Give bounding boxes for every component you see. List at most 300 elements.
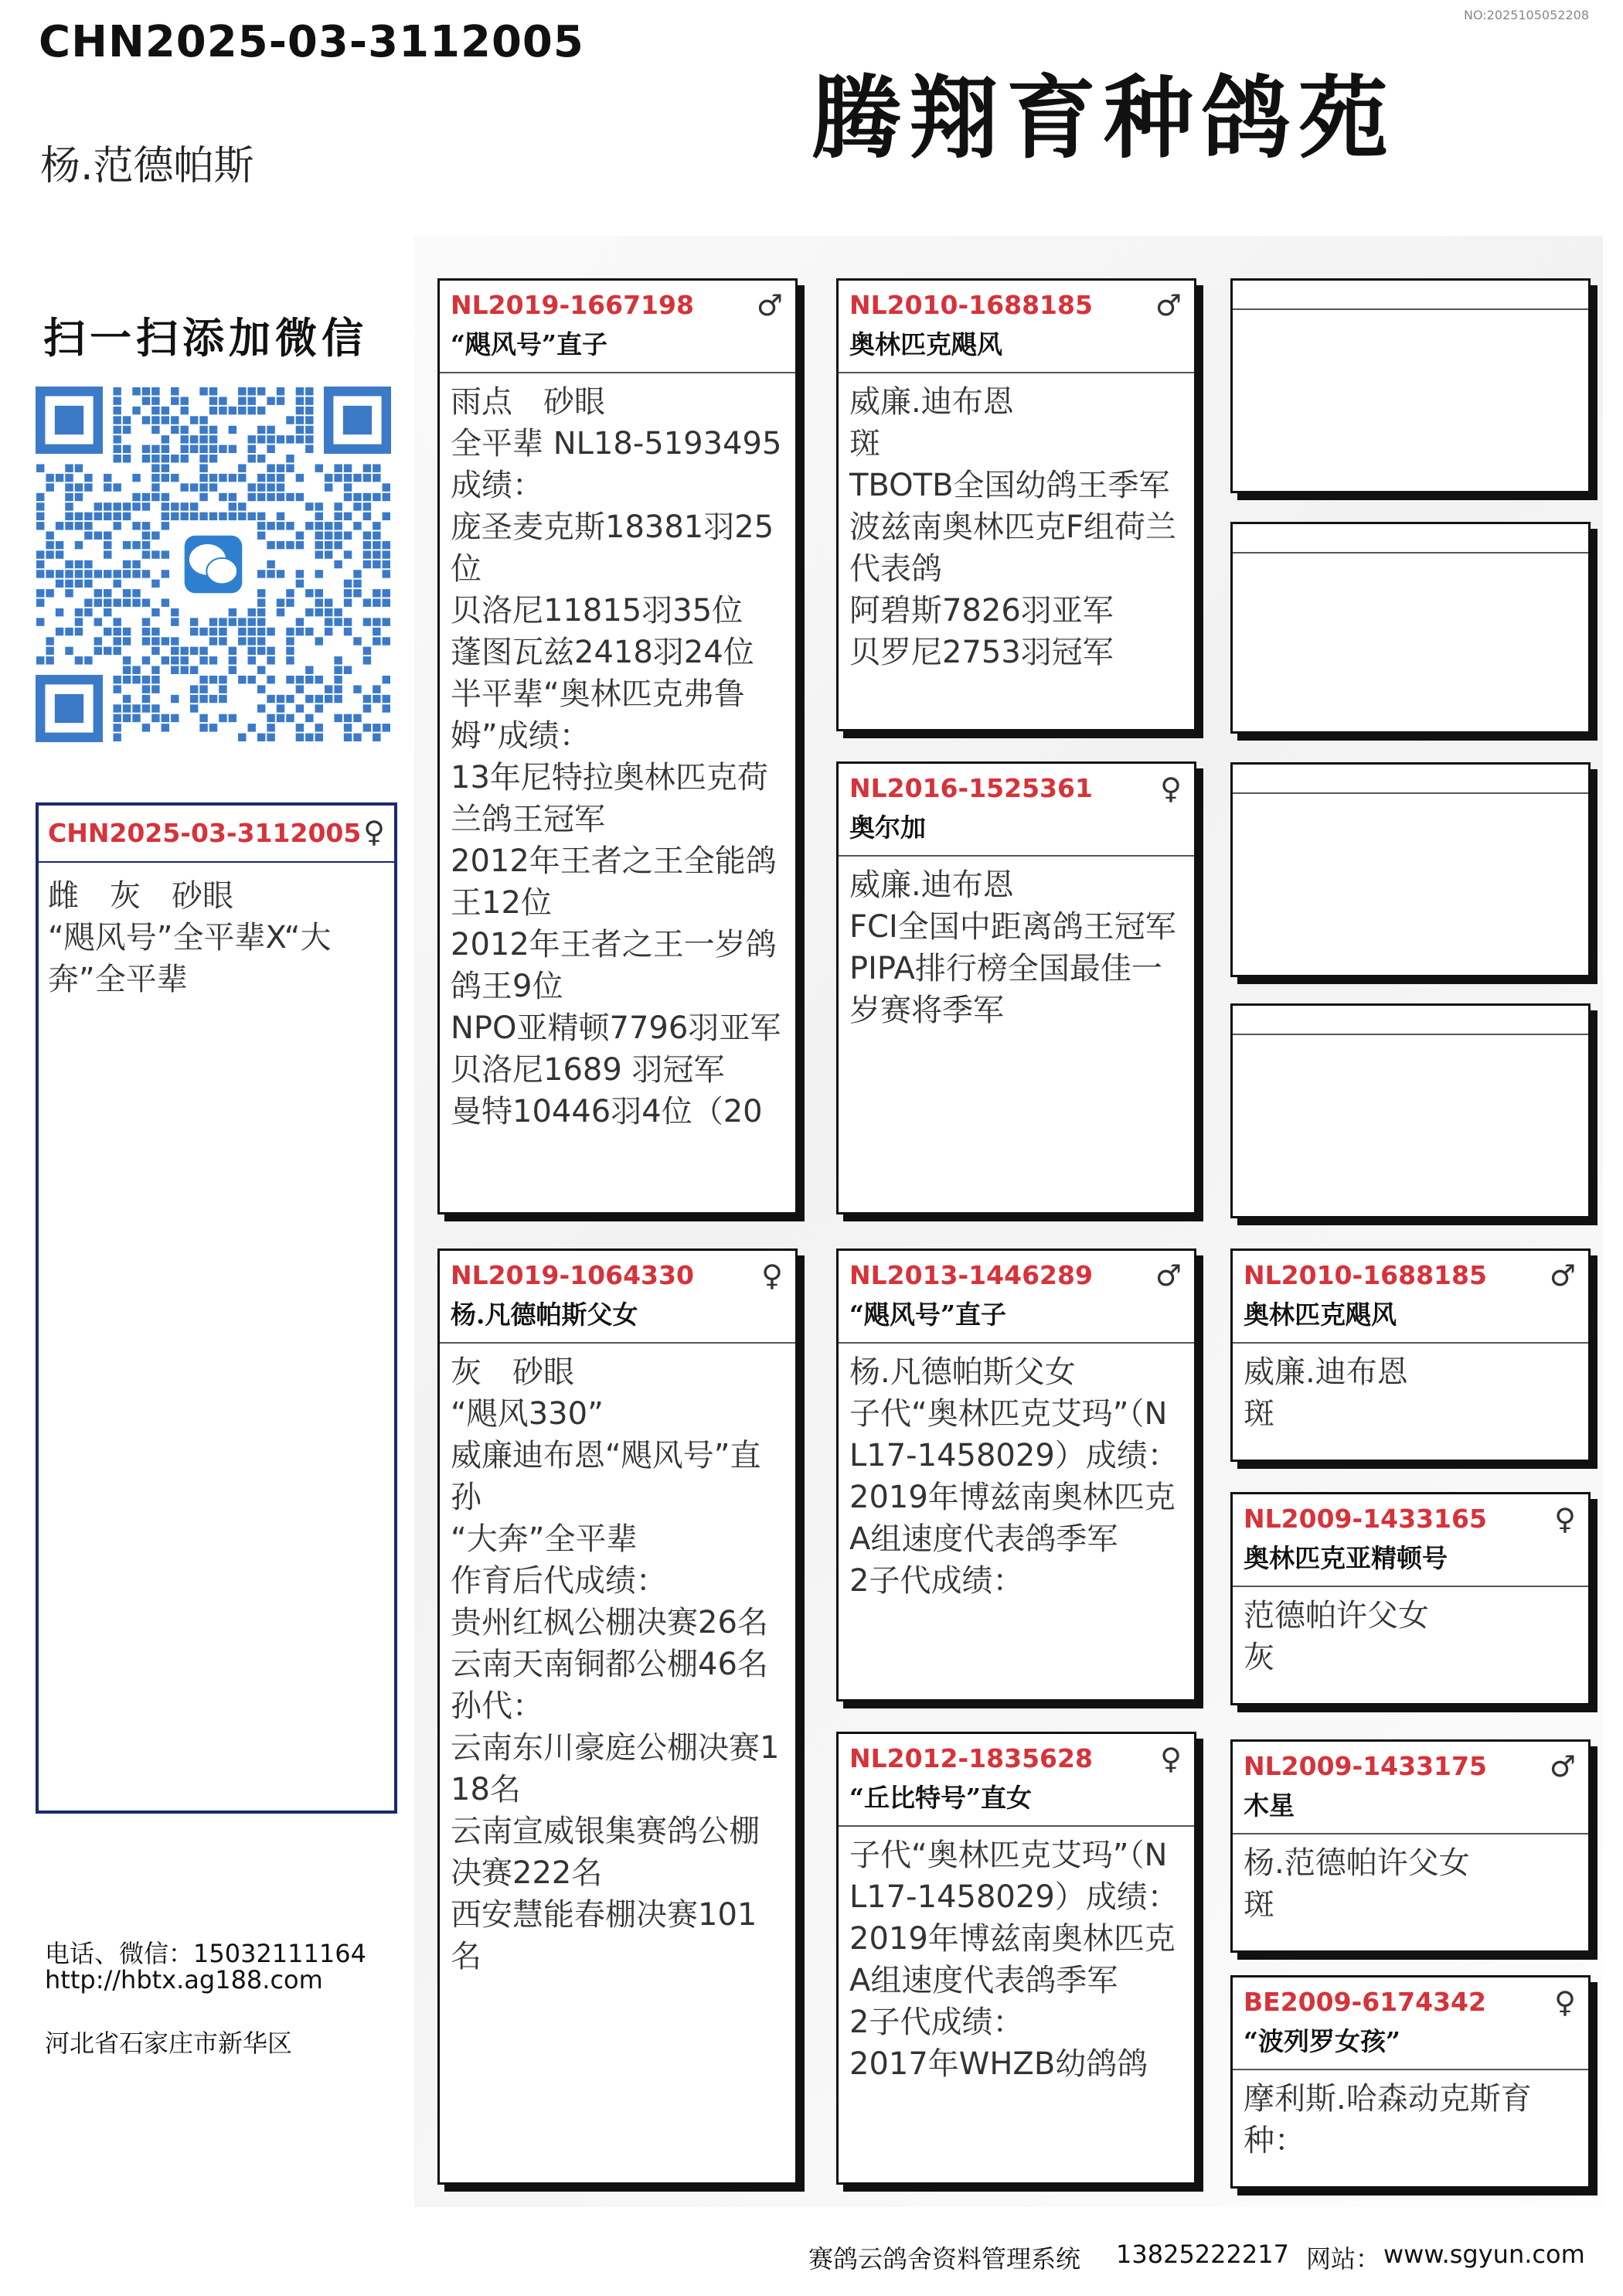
page-title-ring-number: CHN2025-03-3112005 [39, 17, 584, 67]
qr-module [383, 541, 390, 549]
qr-module [238, 513, 246, 520]
qr-module [84, 531, 92, 539]
qr-module [219, 628, 226, 635]
qr-module [248, 387, 256, 395]
qr-module [344, 550, 352, 558]
qr-module [171, 502, 179, 510]
detail-line: 2子代成绩： [849, 2005, 1024, 2040]
qr-module [219, 407, 226, 414]
detail-line: 贵州红枫公棚决赛26名 [451, 1605, 768, 1640]
qr-module [373, 541, 380, 549]
card-header [1233, 1742, 1588, 1834]
detail-line: 斑 [1244, 1396, 1274, 1432]
footer-website[interactable]: www.sgyun.com [1383, 2240, 1585, 2269]
footer-site-label: 网站： [1306, 2244, 1381, 2274]
qr-module [248, 455, 256, 462]
qr-module [267, 493, 274, 501]
qr-module [46, 550, 53, 558]
qr-module [104, 589, 111, 597]
qr-module [190, 483, 198, 491]
qr-module [219, 714, 226, 722]
qr-module [199, 426, 207, 434]
qr-module [286, 435, 294, 443]
qr-module [104, 541, 111, 549]
qr-module [104, 474, 111, 482]
qr-module [113, 647, 121, 655]
qr-module [267, 628, 274, 635]
pigeon-name: 杨.凡德帕斯父女 [451, 1300, 638, 1330]
pigeon-details [839, 1344, 1194, 1703]
document-number: NO:2025105052208 [1463, 8, 1589, 22]
ring-number: NL2012-1835628 [849, 1743, 1093, 1773]
detail-line: TBOTB全国幼鸽王季军 [849, 468, 1170, 503]
qr-module [373, 724, 380, 731]
pigeon-details [839, 373, 1194, 733]
qr-module [373, 618, 380, 625]
ring-number: NL2016-1525361 [849, 773, 1093, 803]
qr-module [151, 550, 159, 558]
qr-module [229, 426, 236, 434]
qr-module [383, 637, 390, 645]
pigeon-name: 奥林匹克飓风 [849, 329, 1002, 359]
ring-number: BE2009-6174342 [1244, 1987, 1486, 2017]
qr-module [142, 531, 150, 539]
qr-module [373, 550, 380, 558]
qr-module [286, 541, 294, 549]
qr-module [171, 513, 179, 520]
qr-module [151, 580, 159, 588]
qr-module [36, 656, 44, 664]
qr-module [219, 445, 226, 453]
qr-module [123, 656, 131, 664]
qr-module [238, 637, 246, 645]
qr-module [142, 502, 150, 510]
qr-module [373, 685, 380, 693]
qr-module [296, 531, 304, 539]
detail-line: 斑 [1244, 1887, 1274, 1923]
qr-module [162, 513, 169, 520]
qr-module [257, 407, 265, 414]
qr-module [104, 483, 111, 491]
qr-module [229, 714, 236, 722]
qr-module [325, 531, 332, 539]
qr-module [219, 676, 226, 683]
qr-module [199, 513, 207, 520]
qr-module [363, 695, 371, 703]
qr-module [238, 407, 246, 414]
qr-module [171, 618, 179, 625]
qr-module [180, 435, 188, 443]
female-symbol-icon: ♀ [363, 815, 385, 849]
qr-module [162, 474, 169, 482]
qr-module [65, 560, 73, 568]
qr-module [344, 589, 352, 597]
pigeon-details [1233, 2070, 1588, 2194]
qr-module [123, 637, 131, 645]
detail-line: 2012年王者之王一岁鸽鸽王9位 [451, 927, 777, 1004]
qr-module [257, 493, 265, 501]
qr-module [305, 676, 313, 683]
qr-module [199, 695, 207, 703]
qr-module [277, 513, 284, 520]
qr-module [383, 676, 390, 683]
qr-module [199, 685, 207, 693]
qr-module [248, 445, 256, 453]
detail-line: 威廉迪布恩“飓风号”直孙 [451, 1438, 761, 1515]
qr-module [305, 416, 313, 424]
qr-module [353, 580, 361, 588]
male-symbol-icon: ♂ [1155, 288, 1182, 322]
qr-module [104, 502, 111, 510]
qr-module [199, 416, 207, 424]
qr-module [46, 483, 53, 491]
qr-module [104, 599, 111, 607]
qr-module [199, 445, 207, 453]
qr-module [353, 637, 361, 645]
qr-module [162, 493, 169, 501]
qr-module [151, 676, 159, 683]
qr-module [94, 647, 102, 655]
detail-line: 2019年博兹南奥林匹克A组速度代表鸽季军 [849, 1921, 1176, 1998]
qr-module [277, 695, 284, 703]
detail-line: 灰 砂眼 [451, 1354, 574, 1390]
qr-module [286, 416, 294, 424]
qr-module [296, 493, 304, 501]
qr-module [142, 541, 150, 549]
qr-module [113, 397, 121, 404]
qr-module [36, 618, 44, 625]
qr-module [334, 513, 342, 520]
qr-module [286, 589, 294, 597]
qr-module [84, 580, 92, 588]
detail-line: 雨点 砂眼 [451, 384, 605, 420]
qr-module [315, 734, 323, 741]
male-symbol-icon: ♂ [1155, 1259, 1182, 1293]
qr-module [104, 513, 111, 520]
pigeon-details [1233, 1587, 1588, 1711]
qr-module [180, 397, 188, 404]
qr-module [123, 513, 131, 520]
qr-module [277, 435, 284, 443]
qr-module [113, 570, 121, 577]
qr-module [162, 637, 169, 645]
qr-module [75, 580, 83, 588]
wechat-qr-code[interactable] [36, 387, 391, 742]
qr-module [104, 647, 111, 655]
qr-module [286, 628, 294, 635]
detail-line: 2019年博兹南奥林匹克A组速度代表鸽季军 [849, 1480, 1176, 1557]
detail-line: 波兹南奥林匹克F组荷兰代表鸽 [849, 509, 1177, 587]
qr-module [305, 628, 313, 635]
qr-module [190, 513, 198, 520]
qr-module [229, 656, 236, 664]
qr-module [305, 435, 313, 443]
qr-module [65, 522, 73, 530]
qr-module [123, 570, 131, 577]
qr-module [344, 666, 352, 674]
qr-module [190, 695, 198, 703]
qr-module [151, 647, 159, 655]
female-symbol-icon: ♀ [761, 1259, 783, 1293]
qr-module [305, 407, 313, 414]
qr-module [151, 397, 159, 404]
qr-module [363, 550, 371, 558]
pedigree-card-dam [437, 1248, 798, 2185]
qr-module [104, 550, 111, 558]
qr-module [344, 513, 352, 520]
qr-module [344, 714, 352, 722]
card-header [440, 281, 795, 373]
card-header [839, 1734, 1194, 1827]
qr-module [36, 589, 44, 597]
qr-module [123, 589, 131, 597]
qr-module [248, 397, 256, 404]
qr-module [248, 637, 256, 645]
qr-module [104, 570, 111, 577]
qr-module [267, 397, 274, 404]
qr-module [151, 455, 159, 462]
qr-module [219, 685, 226, 693]
qr-module [305, 387, 313, 395]
contact-url[interactable]: http://hbtx.ag188.com [45, 1965, 323, 1995]
qr-module [363, 560, 371, 568]
qr-module [373, 589, 380, 597]
qr-module [267, 522, 274, 530]
qr-module [65, 580, 73, 588]
qr-module [151, 493, 159, 501]
qr-module [132, 502, 140, 510]
qr-module [363, 531, 371, 539]
qr-module [219, 618, 226, 625]
qr-module [65, 589, 73, 597]
qr-module [151, 474, 159, 482]
qr-module [142, 455, 150, 462]
qr-module [209, 724, 217, 731]
qr-module [171, 474, 179, 482]
qr-module [344, 580, 352, 588]
qr-module [180, 647, 188, 655]
qr-module [113, 676, 121, 683]
qr-module [132, 599, 140, 607]
qr-module [257, 618, 265, 625]
qr-module [248, 608, 256, 616]
qr-module [257, 387, 265, 395]
qr-module [171, 647, 179, 655]
qr-module [277, 474, 284, 482]
qr-module [257, 637, 265, 645]
qr-module [209, 445, 217, 453]
qr-module [151, 714, 159, 722]
qr-module [104, 628, 111, 635]
qr-module [113, 685, 121, 693]
qr-module [248, 656, 256, 664]
qr-module [229, 445, 236, 453]
qr-module [344, 724, 352, 731]
qr-module [171, 637, 179, 645]
qr-module [132, 666, 140, 674]
qr-module [94, 570, 102, 577]
qr-module [219, 397, 226, 404]
footer-system-name: 赛鸽云鸽舍资料管理系统 [808, 2244, 1081, 2274]
qr-module [296, 685, 304, 693]
qr-module [123, 502, 131, 510]
qr-module [113, 599, 121, 607]
qr-module [113, 407, 121, 414]
qr-module [363, 513, 371, 520]
qr-module [248, 513, 256, 520]
qr-module [84, 513, 92, 520]
qr-module [36, 570, 44, 577]
qr-module [132, 714, 140, 722]
pigeon-details [839, 857, 1194, 1216]
pedigree-card-ds [836, 1248, 1196, 1702]
qr-module [257, 608, 265, 616]
qr-module [353, 734, 361, 741]
detail-line: 贝罗尼2753羽冠军 [849, 635, 1114, 670]
qr-module [209, 513, 217, 520]
ring-number: NL2019-1064330 [451, 1260, 694, 1290]
detail-line: 2012年王者之王全能鸽王12位 [451, 843, 777, 921]
qr-module [104, 531, 111, 539]
qr-module [267, 483, 274, 491]
qr-module [171, 426, 179, 434]
qr-module [315, 550, 323, 558]
qr-module [286, 714, 294, 722]
qr-module [113, 714, 121, 722]
qr-module [363, 704, 371, 712]
qr-module [257, 483, 265, 491]
qr-module [142, 445, 150, 453]
detail-line: 子代“奥林匹克艾玛”（NL17-1458029）成绩： [849, 1396, 1179, 1473]
qr-module [56, 522, 63, 530]
qr-module [334, 685, 342, 693]
qr-module [56, 541, 63, 549]
qr-module [334, 474, 342, 482]
qr-module [286, 656, 294, 664]
qr-module [296, 474, 304, 482]
qr-module [296, 628, 304, 635]
qr-module [286, 637, 294, 645]
detail-line: 范德帕许父女 [1244, 1598, 1429, 1633]
qr-module [277, 464, 284, 472]
qr-finder-core [55, 406, 83, 434]
qr-module [219, 493, 226, 501]
qr-module [277, 483, 284, 491]
qr-module [123, 704, 131, 712]
qr-module [75, 522, 83, 530]
qr-module [353, 493, 361, 501]
qr-module [94, 637, 102, 645]
qr-module [229, 647, 236, 655]
qr-module [142, 676, 150, 683]
qr-module [142, 493, 150, 501]
detail-line: 作育后代成绩： [451, 1563, 667, 1599]
qr-module [325, 608, 332, 616]
pedigree-card-dd [836, 1732, 1196, 2185]
qr-module [373, 637, 380, 645]
qr-module [209, 676, 217, 683]
pigeon-name: 奥尔加 [849, 812, 926, 843]
detail-line: 13年尼特拉奥林匹克荷兰鸽王冠军 [451, 760, 768, 837]
pedigree-card-ss [836, 278, 1196, 731]
qr-module [209, 656, 217, 664]
qr-module [373, 474, 380, 482]
card-header [839, 281, 1194, 373]
qr-module [257, 599, 265, 607]
qr-module [209, 397, 217, 404]
qr-module [286, 522, 294, 530]
detail-line: 曼特10446羽4位（20 [451, 1094, 763, 1129]
qr-module [305, 695, 313, 703]
qr-module [190, 618, 198, 625]
qr-module [334, 531, 342, 539]
qr-module [142, 599, 150, 607]
qr-module [199, 464, 207, 472]
empty-pedigree-slot [1230, 522, 1591, 734]
qr-module [171, 666, 179, 674]
qr-module [334, 656, 342, 664]
pigeon-details [440, 1344, 795, 2186]
qr-module [229, 618, 236, 625]
detail-line: NPO亚精顿7796羽亚军 [451, 1010, 781, 1046]
qr-module [238, 474, 246, 482]
qr-module [65, 493, 73, 501]
qr-module [46, 589, 53, 597]
pigeon-name: 奥林匹克亚精顿号 [1244, 1543, 1448, 1573]
qr-module [123, 560, 131, 568]
qr-module [65, 513, 73, 520]
qr-module [209, 407, 217, 414]
qr-module [315, 531, 323, 539]
qr-module [209, 628, 217, 635]
ring-number: NL2019-1667198 [451, 290, 694, 320]
qr-module [277, 608, 284, 616]
female-symbol-icon: ♀ [1554, 1985, 1576, 2019]
qr-module [257, 570, 265, 577]
qr-module [267, 560, 274, 568]
qr-module [296, 734, 304, 741]
qr-module [75, 541, 83, 549]
qr-module [171, 455, 179, 462]
qr-module [162, 714, 169, 722]
subject-card-header [39, 806, 394, 863]
qr-module [75, 483, 83, 491]
qr-module [257, 685, 265, 693]
qr-module [373, 522, 380, 530]
qr-module [199, 724, 207, 731]
male-symbol-icon: ♂ [1549, 1259, 1576, 1293]
qr-module [229, 474, 236, 482]
qr-module [151, 666, 159, 674]
qr-module [325, 541, 332, 549]
pedigree-card-dss [1230, 1248, 1591, 1462]
qr-module [286, 493, 294, 501]
card-header [1233, 1494, 1588, 1587]
qr-module [363, 656, 371, 664]
qr-module [94, 513, 102, 520]
owner-name: 杨.范德帕斯 [40, 143, 254, 189]
qr-module [315, 676, 323, 683]
detail-line: 威廉.迪布恩 [849, 384, 1014, 420]
qr-module [248, 628, 256, 635]
qr-module [383, 618, 390, 625]
qr-module [277, 493, 284, 501]
qr-module [123, 676, 131, 683]
qr-module [229, 407, 236, 414]
qr-module [142, 522, 150, 530]
qr-module [344, 734, 352, 741]
qr-module [363, 474, 371, 482]
